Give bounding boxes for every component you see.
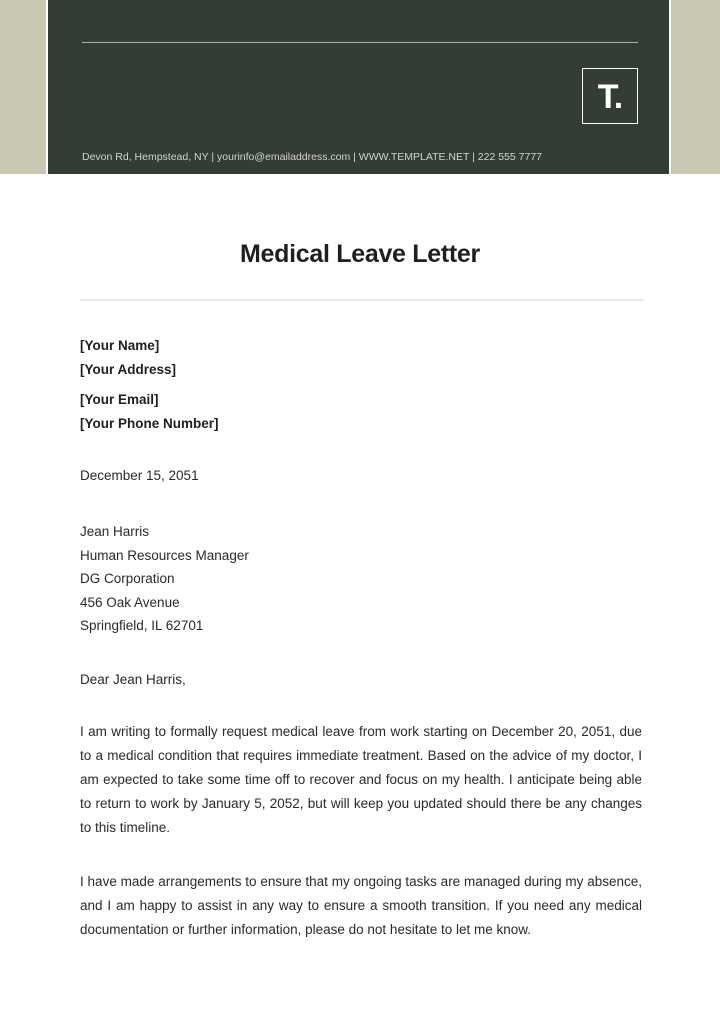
sender-email: [Your Email] (80, 392, 159, 407)
letter-date: December 15, 2051 (80, 468, 199, 483)
letterhead-divider (82, 42, 638, 43)
logo (582, 68, 638, 124)
recipient-city: Springfield, IL 62701 (80, 618, 204, 634)
logo-text: T. (597, 77, 623, 116)
body-paragraph-2: I have made arrangements to ensure that my ongoing tasks are managed during my absence, and I am happy to assist in any way to ensure a smooth transition. If you need any medical documentation or further information, please do not hesitate to let me know. (80, 874, 642, 937)
title-divider (80, 299, 644, 301)
sender-name: [Your Name] (80, 338, 160, 353)
letter-title: Medical Leave Letter (240, 240, 480, 268)
sender-block (80, 334, 642, 436)
sender-phone: [Your Phone Number] (80, 416, 219, 431)
salutation: Dear Jean Harris, (80, 672, 186, 687)
recipient-company: DG Corporation (80, 571, 175, 587)
recipient-block (80, 520, 642, 638)
recipient-role: Human Resources Manager (80, 547, 249, 563)
recipient-name: Jean Harris (80, 524, 150, 539)
letterhead-panel (46, 0, 671, 174)
contact-info: Devon Rd, Hempstead, NY | yourinfo@emailaddress.com | WWW.TEMPLATE.NET | 222 555 7777 (82, 151, 543, 163)
sender-address: [Your Address] (80, 362, 177, 377)
recipient-street: 456 Oak Avenue (80, 594, 180, 610)
body-paragraph-1: I am writing to formally request medical leave from work starting on December 20, 2051, due to a medical condition that requires immediate treatment. Based on the advice of my doctor, I am expected to take some time off to recover and focus on my health. I anticipate being able to return to work by January 5, 2052, but will keep you updated should there be any changes to this timeline. (80, 724, 642, 835)
